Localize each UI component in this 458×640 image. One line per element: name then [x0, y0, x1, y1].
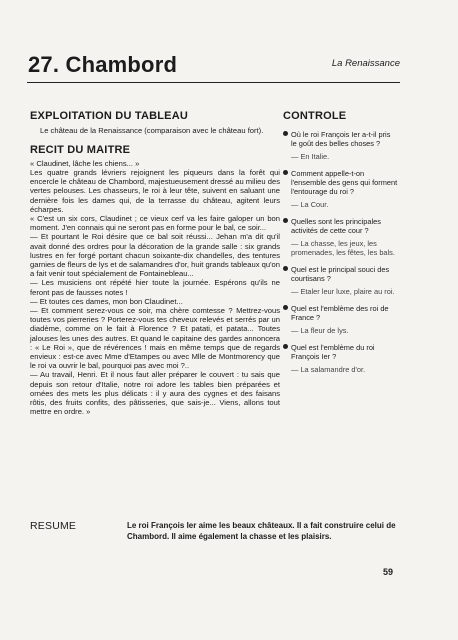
- bullet-icon: [283, 266, 288, 271]
- page-number: 59: [383, 567, 394, 577]
- controle-item: [283, 130, 398, 161]
- bullet-icon: [283, 131, 288, 136]
- controle-item: [283, 304, 398, 335]
- controle-answer: — Etaler leur luxe, plaire au roi.: [291, 287, 395, 296]
- resume-text: Le roi François Ier aime les beaux châteaux. Il a fait construire celui de Chambord. Il aime également la chasse et les plaisirs.: [127, 521, 396, 541]
- resume-heading: RESUME: [30, 520, 77, 532]
- controle-heading: CONTROLE: [283, 110, 347, 122]
- controle-item: [283, 343, 398, 374]
- bullet-icon: [283, 305, 288, 310]
- controle-answer: — La salamandre d'or.: [291, 365, 366, 374]
- controle-item: [283, 169, 398, 209]
- exploitation-heading: EXPLOITATION DU TABLEAU: [30, 110, 188, 122]
- controle-answer: — En Italie.: [291, 152, 330, 161]
- exploitation-text: Le château de la Renaissance (comparaison avec le château fort).: [40, 126, 264, 135]
- controle-question: Quel est le principal souci des courtisans ?: [291, 265, 390, 283]
- controle-question: Comment appelle-t-on l'ensemble des gens qui forment l'entourage du roi ?: [291, 169, 398, 196]
- bullet-icon: [283, 218, 288, 223]
- controle-list: [283, 130, 398, 374]
- header-rule: [27, 82, 400, 83]
- bullet-icon: [283, 170, 288, 175]
- controle-question: Où le roi François Ier a-t-il pris le goût des belles choses ?: [291, 130, 391, 148]
- controle-answer: — La fleur de lys.: [291, 326, 349, 335]
- recit-text: « Claudinet, lâche les chiens... » Les quatre grands lévriers rejoignent les piqueurs dans la forêt qui encercle le château de Chambord, majestueusement dressé au milieu des vertes pelouses. Les chasseurs, le roi à leur tête, suivent en saluant une dernière fois les dames qui, de la terrasse du château, agitent leurs écharpes. « C'est un six cors, Claudinet ; ce vieux cerf va les faire galoper un bon moment. J'en connais qui ne seront pas en forme pour le bal, ce soir... — Et pourtant le Roi désire que ce bal soit réussi... Jehan m'a dit qu'il avait donné des ordres pour la décoration de la grande salle : six grands lustres en fer forgé portant chacun soixante-dix chandelles, des tentures garnies de fleurs de lys et de salamandres d'or, huit grands tableaux qu'on a fait venir tout spécialement de Fontainebleau... — Les musiciens ont répété hier toute la journée. Espérons qu'ils ne feront pas de fausses notes ! — Et toutes ces dames, mon bon Claudinet... — Et comment serez-vous ce soir, ma chère comtesse ? Mettrez-vous toutes vos pierreries ? Porterez-vous tes cheveux relevés et serrés par un diadème, comme on le fait à Florence ? Et patati, et patata... Toutes jalouses les unes des autres. Et quand le capitaine des gardes annoncera : « Le Roi », que de révérences ! mais en même temps que de regards envieux : est-ce avec Mme d'Etampes ou avec Mlle de Montmorency que le roi va ouvrir le bal, pourquoi pas avec moi ?.. — Au travail, Henri. Et il nous faut aller préparer le couvert : tu sais que depuis son retour d'Italie, notre roi adore les tables bien préparées et ornées des mets les plus délicats : il y aura des cygnes et des faisans rôtis, des fruits confits, des pâtisseries, que sais-je... Viens, allons tout mettre en ordre. »: [30, 158, 280, 417]
- controle-question: Quelles sont les principales activités de cette cour ?: [291, 217, 381, 235]
- controle-item: [283, 265, 398, 296]
- bullet-icon: [283, 344, 288, 349]
- chapter-title: 27. Chambord: [28, 52, 178, 77]
- recit-heading: RECIT DU MAITRE: [30, 143, 131, 156]
- controle-item: [283, 217, 398, 257]
- left-column: [30, 110, 280, 416]
- controle-question: Quel est l'emblème du roi François Ier ?: [291, 343, 375, 361]
- controle-answer: — La Cour.: [291, 200, 329, 209]
- right-column: [283, 110, 398, 382]
- section-label: La Renaissance: [331, 58, 400, 69]
- controle-answer: — La chasse, les jeux, les promenades, les fêtes, les bals.: [291, 239, 395, 257]
- controle-question: Quel est l'emblème des roi de France ?: [291, 304, 389, 322]
